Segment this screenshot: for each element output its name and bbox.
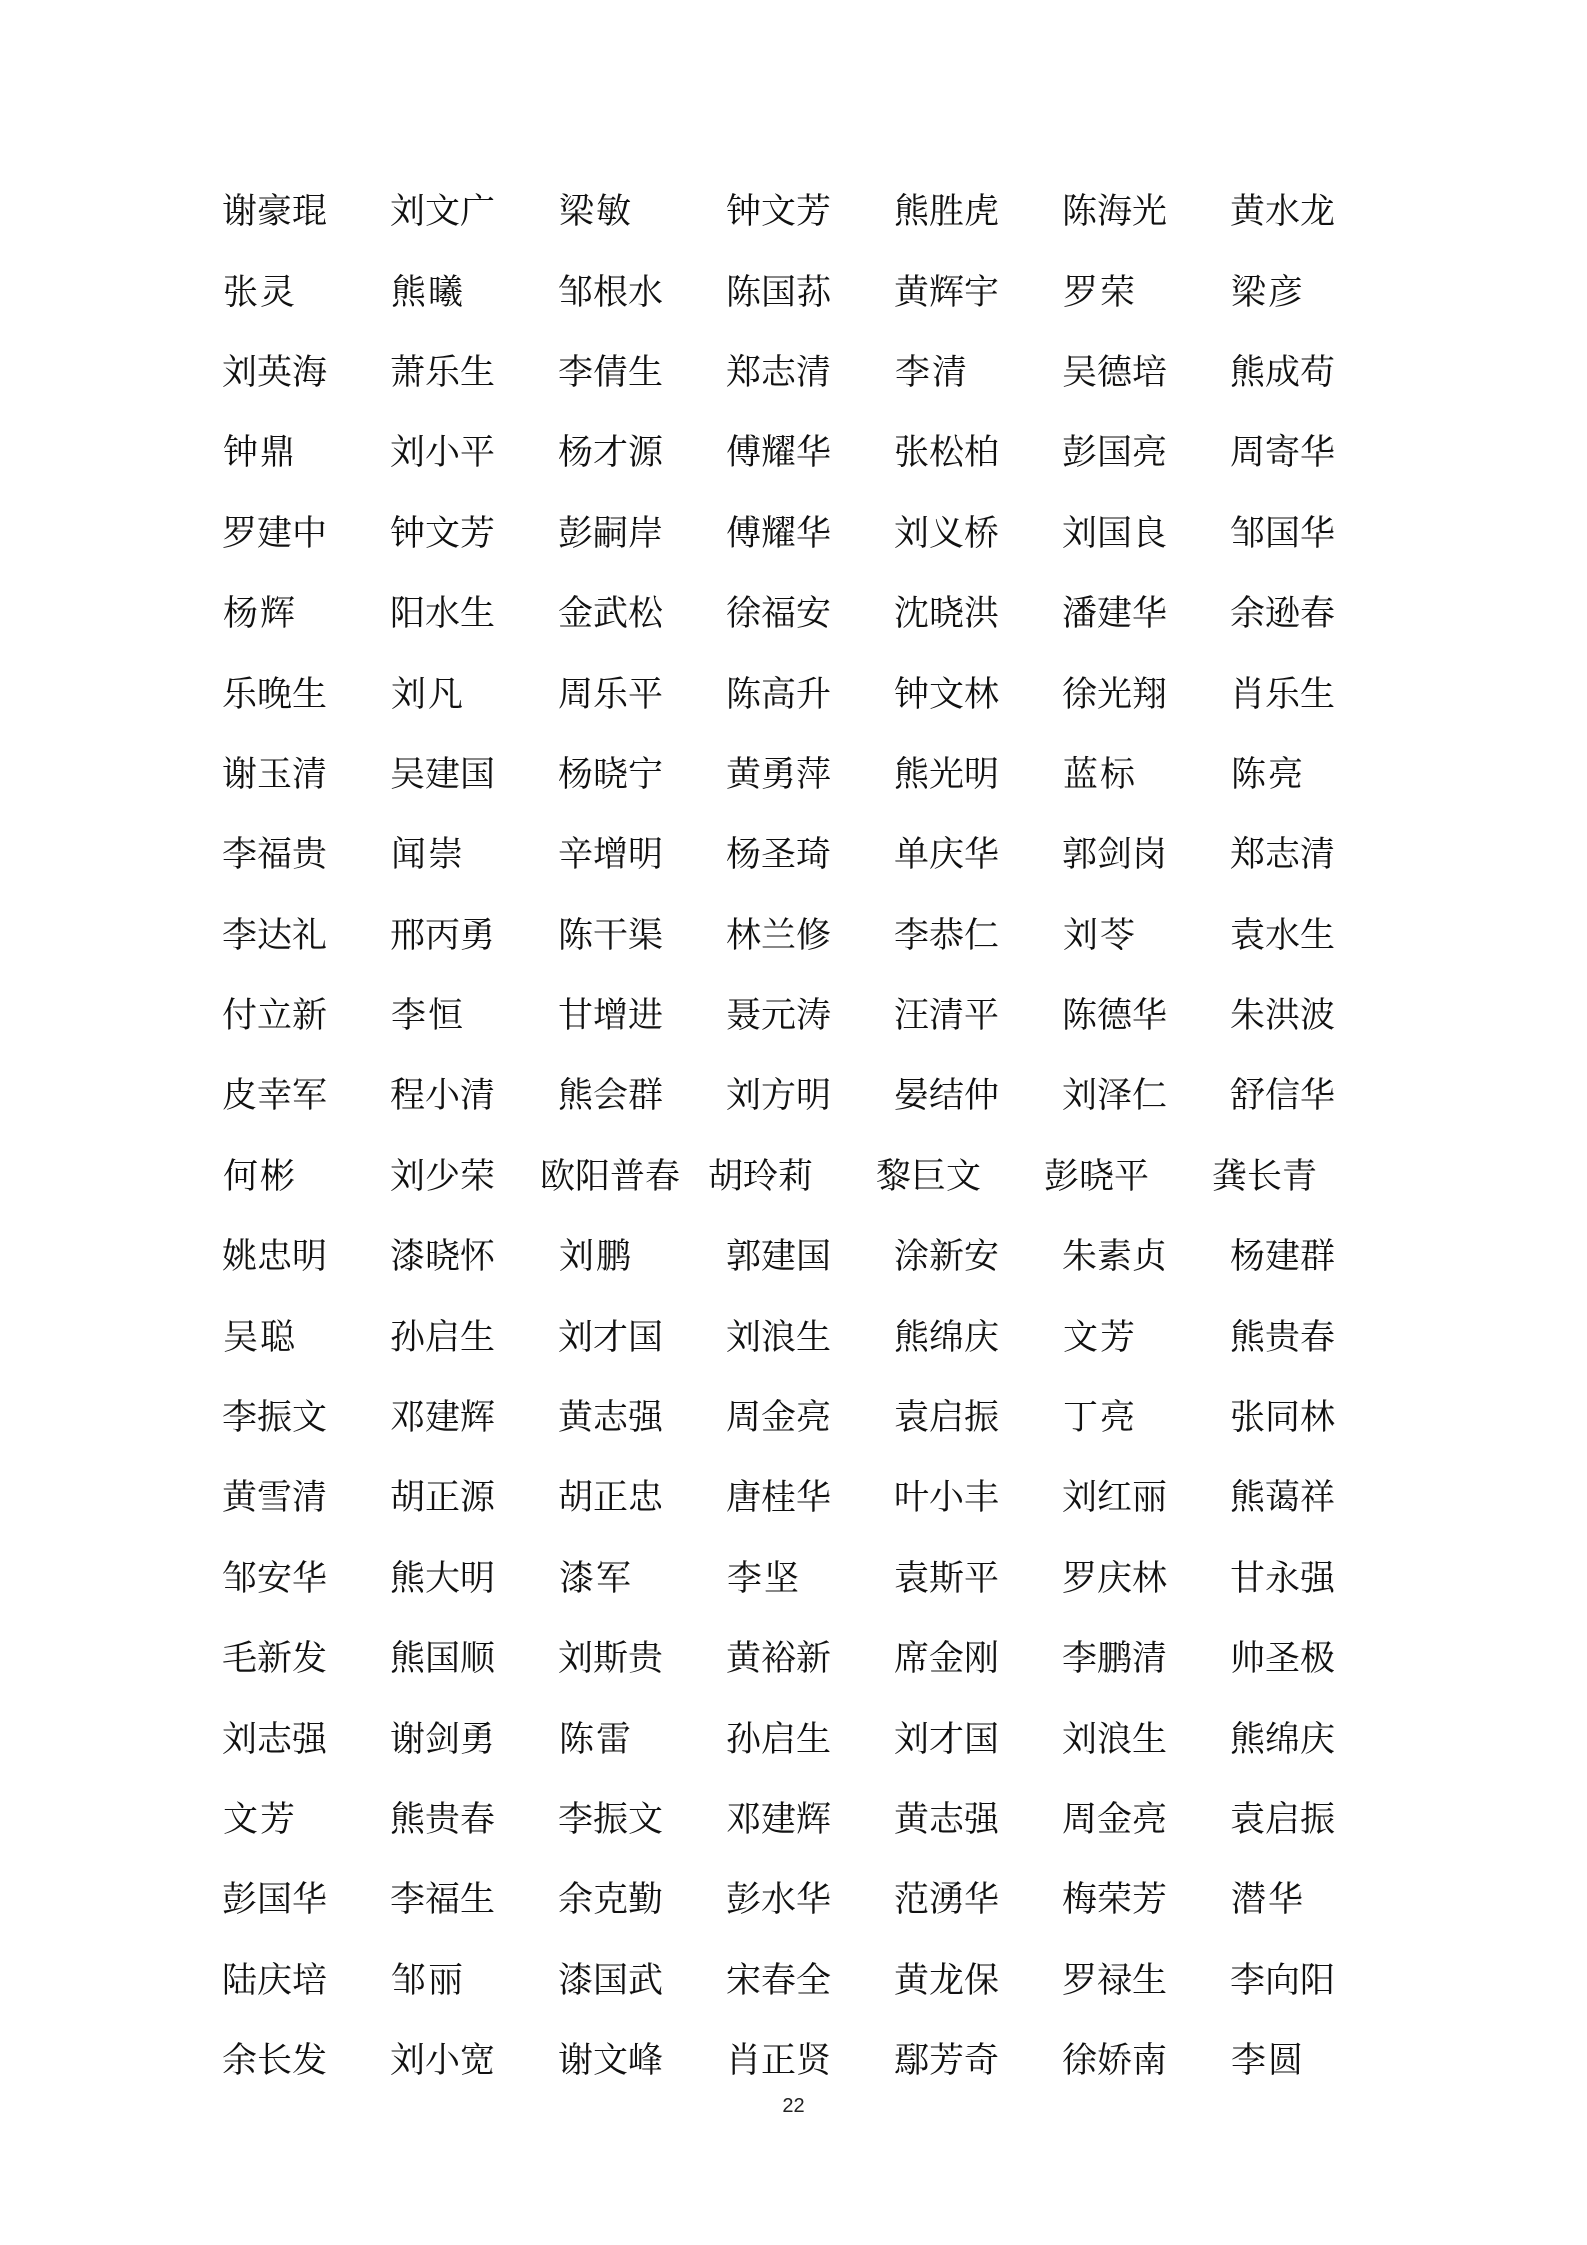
- name-entry: 熊蔼祥: [1230, 1478, 1336, 1519]
- name-entry: 单庆华: [894, 835, 1000, 876]
- name-entry: 刘浪生: [1062, 1719, 1168, 1760]
- name-entry: 黄龙保: [894, 1960, 1000, 2001]
- name-entry: 涂新安: [894, 1237, 1000, 1278]
- name-entry: 熊贵春: [1230, 1317, 1336, 1358]
- name-entry: 彭国亮: [1062, 433, 1168, 474]
- name-entry: 肖乐生: [1230, 674, 1336, 715]
- name-row: [222, 1941, 1402, 2021]
- name-entry: 谢剑勇: [390, 1719, 496, 1760]
- name-row: [222, 2021, 1402, 2101]
- name-entry: 胡正源: [390, 1478, 496, 1519]
- name-entry: 傅耀华: [726, 433, 832, 474]
- name-entry: 范湧华: [894, 1880, 1000, 1921]
- name-entry: 杨 辉: [222, 594, 295, 635]
- name-entry: 杨建群: [1230, 1237, 1336, 1278]
- name-entry: 黎巨文: [876, 1156, 982, 1197]
- name-entry: 陆庆培: [222, 1960, 328, 2001]
- name-entry: 邹根水: [558, 272, 664, 313]
- name-entry: 刘 鹏: [558, 1237, 631, 1278]
- name-entry: 彭国华: [222, 1880, 328, 1921]
- name-entry: 钟文芳: [726, 192, 832, 233]
- name-entry: 陈国荪: [726, 272, 832, 313]
- name-entry: 熊绵庆: [1230, 1719, 1336, 1760]
- name-row: [222, 1619, 1402, 1699]
- name-row: [222, 1297, 1402, 1377]
- name-entry: 吴 聪: [222, 1317, 295, 1358]
- name-entry: 熊会群: [558, 1076, 664, 1117]
- name-entry: 刘才国: [894, 1719, 1000, 1760]
- name-entry: 漆 军: [558, 1558, 631, 1599]
- name-entry: 李恭仁: [894, 915, 1000, 956]
- name-entry: 周金亮: [726, 1398, 832, 1439]
- name-entry: 宋春全: [726, 1960, 832, 2001]
- name-entry: 蓝 标: [1062, 754, 1135, 795]
- name-entry: 熊绵庆: [894, 1317, 1000, 1358]
- name-entry: 萧乐生: [390, 352, 496, 393]
- name-row: [222, 896, 1402, 976]
- name-row: [222, 735, 1402, 815]
- name-entry: 鄢芳奇: [894, 2041, 1000, 2082]
- name-entry: 刘小宽: [390, 2041, 496, 2082]
- name-entry: 丁 亮: [1062, 1398, 1135, 1439]
- name-entry: 李福生: [390, 1880, 496, 1921]
- name-entry: 陈德华: [1062, 996, 1168, 1037]
- name-entry: 梁 敏: [558, 192, 631, 233]
- name-entry: 邓建辉: [726, 1800, 832, 1840]
- name-entry: 徐福安: [726, 594, 832, 635]
- name-entry: 刘才国: [558, 1317, 664, 1358]
- name-entry: 彭水华: [726, 1880, 832, 1921]
- name-entry: 邹 丽: [390, 1960, 463, 2001]
- name-entry: 孙启生: [390, 1317, 496, 1358]
- name-entry: 姚忠明: [222, 1237, 328, 1278]
- name-row: [222, 1137, 1402, 1217]
- name-entry: 罗 荣: [1062, 272, 1135, 313]
- name-entry: 黄志强: [558, 1398, 664, 1439]
- name-entry: 漆国武: [558, 1960, 664, 2001]
- name-entry: 余长发: [222, 2041, 328, 2082]
- name-entry: 舒信华: [1230, 1076, 1336, 1117]
- name-row: [222, 172, 1402, 252]
- name-row: [222, 413, 1402, 493]
- name-row: [222, 1699, 1402, 1779]
- name-entry: 李福贵: [222, 835, 328, 876]
- name-row: [222, 1539, 1402, 1619]
- name-entry: 杨晓宁: [558, 754, 664, 795]
- name-entry: 梁 彦: [1230, 272, 1303, 313]
- name-entry: 肖正贤: [726, 2041, 832, 2082]
- name-entry: 李 坚: [726, 1558, 799, 1599]
- name-row: [222, 1378, 1402, 1458]
- name-entry: 陈高升: [726, 674, 832, 715]
- name-entry: 李倩生: [558, 352, 664, 393]
- name-entry: 周寄华: [1230, 433, 1336, 474]
- name-list: [222, 172, 1402, 2101]
- name-entry: 刘国良: [1062, 513, 1168, 554]
- name-entry: 胡玲莉: [708, 1156, 814, 1197]
- name-entry: 朱洪波: [1230, 996, 1336, 1037]
- name-entry: 陈海光: [1062, 192, 1168, 233]
- name-entry: 付立新: [222, 996, 328, 1037]
- name-entry: 陈 雷: [558, 1719, 631, 1760]
- name-row: [222, 1860, 1402, 1940]
- name-entry: 刘 凡: [390, 674, 463, 715]
- name-entry: 李鹏清: [1062, 1639, 1168, 1680]
- name-entry: 聂元涛: [726, 996, 832, 1037]
- name-entry: 杨才源: [558, 433, 664, 474]
- name-entry: 胡正忠: [558, 1478, 664, 1519]
- name-entry: 李 圆: [1230, 2041, 1303, 2082]
- name-entry: 熊国顺: [390, 1639, 496, 1680]
- name-entry: 熊胜虎: [894, 192, 1000, 233]
- name-entry: 李向阳: [1230, 1960, 1336, 2001]
- name-row: [222, 1217, 1402, 1297]
- name-entry: 李 清: [894, 352, 967, 393]
- name-entry: 刘泽仁: [1062, 1076, 1168, 1117]
- name-row: [222, 333, 1402, 413]
- name-row: [222, 252, 1402, 332]
- name-entry: 张松柏: [894, 433, 1000, 474]
- name-entry: 黄雪清: [222, 1478, 328, 1519]
- name-entry: 袁水生: [1230, 915, 1336, 956]
- name-entry: 周金亮: [1062, 1800, 1168, 1840]
- name-entry: 钟 鼎: [222, 433, 295, 474]
- name-entry: 黄水龙: [1230, 192, 1336, 233]
- name-entry: 熊贵春: [390, 1800, 496, 1840]
- name-entry: 郑志清: [1230, 835, 1336, 876]
- name-row: [222, 574, 1402, 654]
- name-entry: 吴建国: [390, 754, 496, 795]
- name-entry: 何 彬: [222, 1156, 295, 1197]
- name-row: [222, 654, 1402, 734]
- name-entry: 刘少荣: [390, 1156, 496, 1197]
- name-row: [222, 976, 1402, 1056]
- name-entry: 张 灵: [222, 272, 295, 313]
- name-entry: 叶小丰: [894, 1478, 1000, 1519]
- name-entry: 黄志强: [894, 1800, 1000, 1840]
- name-entry: 朱素贞: [1062, 1237, 1168, 1278]
- name-entry: 席金刚: [894, 1639, 1000, 1680]
- name-entry: 刘义桥: [894, 513, 1000, 554]
- name-entry: 乐晚生: [222, 674, 328, 715]
- name-entry: 刘 苓: [1062, 915, 1135, 956]
- name-entry: 郭建国: [726, 1237, 832, 1278]
- name-entry: 甘永强: [1230, 1558, 1336, 1599]
- name-entry: 邢丙勇: [390, 915, 496, 956]
- name-entry: 龚长青: [1212, 1156, 1318, 1197]
- name-entry: 晏结仲: [894, 1076, 1000, 1117]
- name-entry: 梅荣芳: [1062, 1880, 1168, 1921]
- name-entry: 李达礼: [222, 915, 328, 956]
- name-row: [222, 1458, 1402, 1538]
- name-entry: 余克勤: [558, 1880, 664, 1921]
- name-entry: 邓建辉: [390, 1398, 496, 1439]
- name-entry: 阳水生: [390, 594, 496, 635]
- name-entry: 刘小平: [390, 433, 496, 474]
- name-entry: 李振文: [222, 1398, 328, 1439]
- name-entry: 熊成苟: [1230, 352, 1336, 393]
- name-entry: 杨圣琦: [726, 835, 832, 876]
- name-entry: 欧阳普春: [540, 1156, 681, 1197]
- name-entry: 傅耀华: [726, 513, 832, 554]
- name-entry: 罗建中: [222, 513, 328, 554]
- name-entry: 邹国华: [1230, 513, 1336, 554]
- name-entry: 刘文广: [390, 192, 496, 233]
- name-entry: 刘斯贵: [558, 1639, 664, 1680]
- name-entry: 文 芳: [222, 1800, 295, 1840]
- name-entry: 潜 华: [1230, 1880, 1303, 1921]
- name-entry: 熊光明: [894, 754, 1000, 795]
- name-entry: 吴德培: [1062, 352, 1168, 393]
- name-row: [222, 815, 1402, 895]
- name-entry: 汪清平: [894, 996, 1000, 1037]
- name-row: [222, 1056, 1402, 1136]
- name-entry: 彭晓平: [1044, 1156, 1150, 1197]
- name-entry: 文 芳: [1062, 1317, 1135, 1358]
- name-entry: 孙启生: [726, 1719, 832, 1760]
- name-entry: 袁启振: [1230, 1800, 1336, 1840]
- name-entry: 黄勇萍: [726, 754, 832, 795]
- name-entry: 潘建华: [1062, 594, 1168, 635]
- name-entry: 陈 亮: [1230, 754, 1303, 795]
- name-entry: 钟文林: [894, 674, 1000, 715]
- name-entry: 皮幸军: [222, 1076, 328, 1117]
- name-entry: 程小清: [390, 1076, 496, 1117]
- name-entry: 刘志强: [222, 1719, 328, 1760]
- name-entry: 彭嗣岸: [558, 513, 664, 554]
- name-entry: 徐娇南: [1062, 2041, 1168, 2082]
- name-entry: 黄辉宇: [894, 272, 1000, 313]
- name-entry: 刘方明: [726, 1076, 832, 1117]
- name-entry: 李振文: [558, 1800, 664, 1840]
- name-entry: 沈晓洪: [894, 594, 1000, 635]
- name-entry: 徐光翔: [1062, 674, 1168, 715]
- name-entry: 袁斯平: [894, 1558, 1000, 1599]
- name-entry: 郭剑岗: [1062, 835, 1168, 876]
- name-entry: 陈干渠: [558, 915, 664, 956]
- name-entry: 闻 崇: [390, 835, 463, 876]
- name-entry: 郑志清: [726, 352, 832, 393]
- name-entry: 熊大明: [390, 1558, 496, 1599]
- name-entry: 金武松: [558, 594, 664, 635]
- name-entry: 刘红丽: [1062, 1478, 1168, 1519]
- name-row: [222, 494, 1402, 574]
- name-entry: 钟文芳: [390, 513, 496, 554]
- name-entry: 林兰修: [726, 915, 832, 956]
- name-entry: 熊 曦: [390, 272, 463, 313]
- name-entry: 谢豪琨: [222, 192, 328, 233]
- name-entry: 唐桂华: [726, 1478, 832, 1519]
- name-entry: 邹安华: [222, 1558, 328, 1599]
- name-entry: 罗庆林: [1062, 1558, 1168, 1599]
- name-entry: 毛新发: [222, 1639, 328, 1680]
- name-entry: 谢文峰: [558, 2041, 664, 2082]
- name-entry: 张同林: [1230, 1398, 1336, 1439]
- name-entry: 甘增进: [558, 996, 664, 1037]
- name-entry: 辛增明: [558, 835, 664, 876]
- name-entry: 谢玉清: [222, 754, 328, 795]
- name-entry: 刘浪生: [726, 1317, 832, 1358]
- name-entry: 余逊春: [1230, 594, 1336, 635]
- name-entry: 李 恒: [390, 996, 463, 1037]
- name-entry: 周乐平: [558, 674, 664, 715]
- page-number: 22: [782, 2095, 805, 2117]
- name-entry: 漆晓怀: [390, 1237, 496, 1278]
- name-entry: 袁启振: [894, 1398, 1000, 1439]
- name-entry: 刘英海: [222, 352, 328, 393]
- name-entry: 帅圣极: [1230, 1639, 1336, 1680]
- name-entry: 黄裕新: [726, 1639, 832, 1680]
- name-entry: 罗禄生: [1062, 1960, 1168, 2001]
- name-row: [222, 1780, 1402, 1860]
